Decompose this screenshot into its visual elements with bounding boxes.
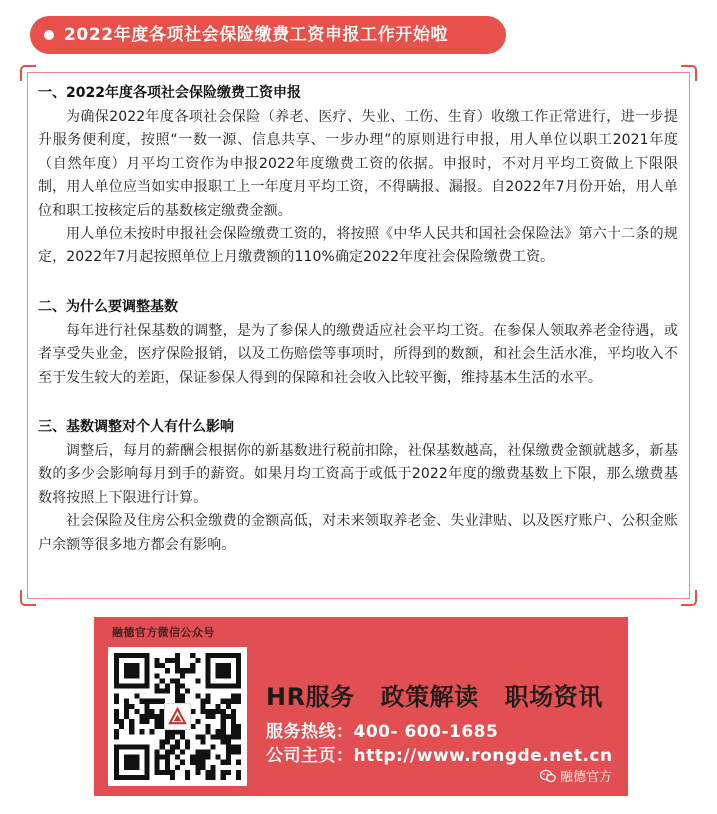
bullet-dot-icon	[44, 30, 54, 40]
paragraph: 每年进行社保基数的调整，是为了参保人的缴费适应社会平均工资。在参保人领取养老金待遇，或者享受失业金，医疗保险报销，以及工伤赔偿等事项时，所得到的数额，和社会生活水准，平均收入不至于发生较大的差距，保证参保人得到的保障和社会收入比较平衡，维持基本生活的水平。	[38, 322, 678, 386]
wechat-account-name: 融德官方	[559, 770, 612, 785]
paragraph: 为确保2022年度各项社会保险（养老、医疗、失业、工伤、生育）收缴工作正常进行，进一步提升服务便利度，按照“一数一源、信息共享、一步办理”的原则进行申报，用人单位以职工2021年度（自然年度）月平均工资作为申报2022年度缴费工资的依据。申报时，不对月平均工资做上下限限制，用人单位应当如实申报职工上一年度月平均工资，不得瞒报、漏报。自2022年7月份开始，用人单位和职工按核定后的基数核定缴费金额。	[38, 109, 678, 219]
slogan-hr: HR服务	[266, 683, 355, 711]
section-why-adjust	[38, 296, 678, 390]
page-title: 2022年度各项社会保险缴费工资申报工作开始啦	[64, 25, 449, 45]
section-heading: 一、2022年度各项社会保险缴费工资申报	[38, 85, 301, 101]
slogan-line	[266, 677, 603, 712]
rongde-logo-icon	[164, 703, 191, 730]
article-body	[38, 82, 678, 557]
banner-label: 融德官方微信公众号	[112, 626, 215, 639]
homepage-link[interactable]: 公司主页：http://www.rongde.net.cn	[266, 746, 613, 766]
slogan-career: 职场资讯	[504, 683, 603, 711]
section-heading: 二、为什么要调整基数	[38, 298, 178, 315]
qr-code-icon[interactable]	[108, 647, 247, 786]
section-heading: 三、基数调整对个人有什么影响	[38, 419, 234, 436]
paragraph: 用人单位未按时申报社会保险缴费工资的，将按照《中华人民共和国社会保险法》第六十二条的规定，2022年7月起按照单位上月缴费额的110%确定2022年度社会保险缴费工资。	[38, 226, 678, 266]
paragraph: 调整后，每月的薪酬会根据你的新基数进行税前扣除，社保基数越高，社保缴费金额就越多，新基数的多少会影响每月到手的薪资。如果月均工资高于或低于2022年度的缴费基数上下限，那么缴费基数将按照上下限进行计算。	[38, 443, 678, 506]
title-banner	[30, 16, 506, 54]
section-declaration	[38, 82, 678, 270]
section-impact	[38, 416, 678, 557]
promo-banner	[94, 617, 628, 796]
hotline-text: 服务热线：400- 600-1685	[266, 722, 499, 742]
wechat-watermark	[540, 766, 612, 785]
slogan-policy: 政策解读	[380, 683, 479, 711]
paragraph: 社会保险及住房公积金缴费的金额高低，对未来领取养老金、失业津贴、以及医疗账户、公积金账户余额等很多地方都会有影响。	[38, 513, 678, 553]
wechat-icon	[540, 769, 556, 783]
